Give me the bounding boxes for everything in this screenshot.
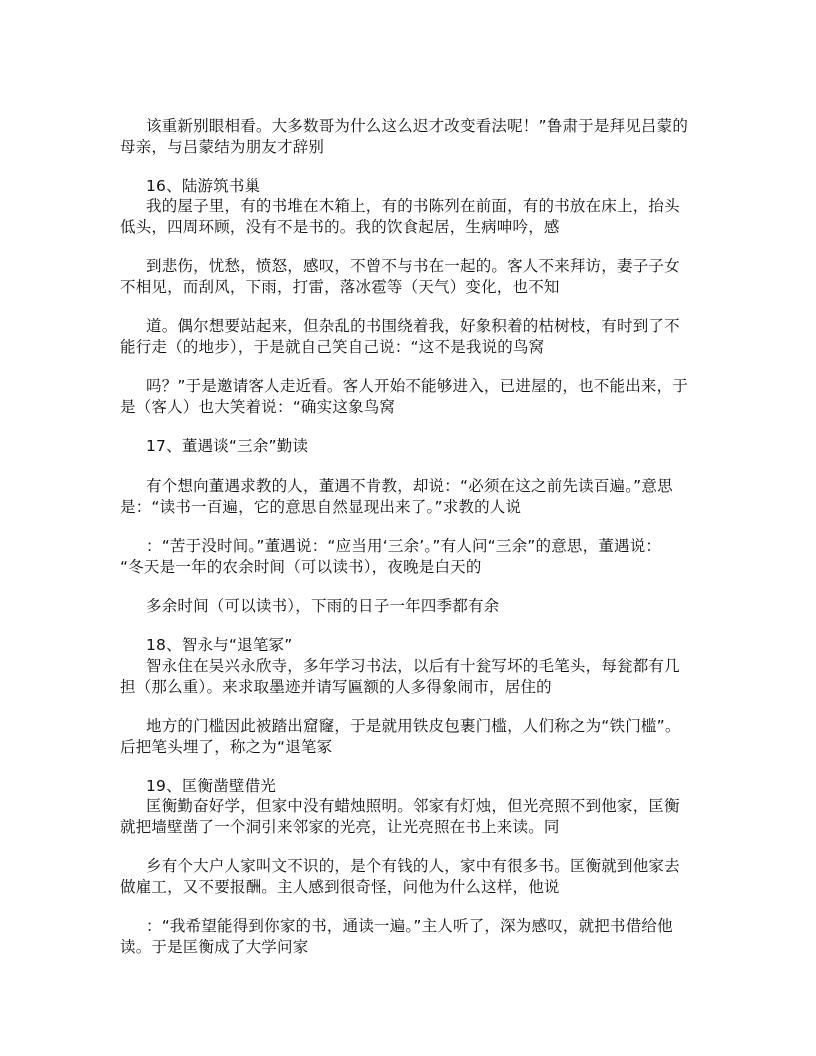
paragraph-line: 该重新别眼相看。大多数哥为什么这么迟才改变看法呢！”鲁肃于是拜见吕蒙的 (146, 117, 689, 135)
paragraph-line: 低头，四周环顾，没有不是书的。我的饮食起居，生病呻吟，感 (120, 218, 560, 236)
section-heading: 17、董遇谈“三余”勤读 (146, 437, 309, 455)
paragraph-line: 乡有个大户人家叫文不识的，是个有钱的人，家中有很多书。匡衡就到他家去 (146, 857, 680, 875)
paragraph-line: 有个想向董遇求教的人，董遇不肯教，却说：“必须在这之前先读百遍。”意思 (146, 477, 673, 495)
paragraph-line: 担（那么重）。来求取墨迹并请写匾额的人多得象闹市，居住的 (120, 678, 552, 696)
paragraph-line: 吗？”于是邀请客人走近看。客人开始不能够进入，已进屋的，也不能出来，于 (146, 377, 689, 395)
paragraph-line: 是：“读书一百遍，它的意思自然显现出来了。”求教的人说 (120, 498, 522, 516)
paragraph-line: 道。偶尔想要站起来，但杂乱的书围绕着我，好象积着的枯树枝，有时到了不 (146, 317, 680, 335)
section-heading: 19、匡衡凿壁借光 (146, 777, 277, 795)
paragraph-line: ：“苦于没时间。”董遇说：“应当用‘三余’。”有人问“三余”的意思，董遇说： (146, 537, 662, 555)
section-heading: 18、智永与“退笔冢” (146, 636, 293, 654)
paragraph-line: 匡衡勤奋好学，但家中没有蜡烛照明。邻家有灯烛，但光亮照不到他家，匡衡 (146, 797, 680, 815)
paragraph-line: 是（客人）也大笑着说：“确实这象鸟窝 (120, 398, 396, 416)
paragraph-line: 就把墙壁凿了一个洞引来邻家的光亮，让光亮照在书上来读。同 (120, 818, 560, 836)
paragraph-line: 母亲，与吕蒙结为朋友才辞别 (120, 138, 325, 156)
paragraph-line: 多余时间（可以读书），下雨的日子一年四季都有余 (146, 597, 500, 615)
paragraph-line: 智永住在吴兴永欣寺，多年学习书法，以后有十瓮写坏的毛笔头，每瓮都有几 (146, 657, 680, 675)
paragraph-line: 到悲伤，忧愁，愤怒，感叹，不曾不与书在一起的。客人不来拜访，妻子子女 (146, 257, 680, 275)
paragraph-line: 地方的门槛因此被踏出窟窿，于是就用铁皮包裹门槛，人们称之为“铁门槛”。 (146, 717, 681, 735)
paragraph-line: 做雇工，又不要报酬。主人感到很奇怪，问他为什么这样，他说 (120, 878, 560, 896)
paragraph-line: 能行走（的地步），于是就自己笑自己说：“这不是我说的鸟窝 (120, 338, 545, 356)
paragraph-line: 读。于是匡衡成了大学问家 (120, 938, 309, 956)
paragraph-line: 不相见，而刮风，下雨，打雷，落冰雹等（天气）变化，也不知 (120, 278, 560, 296)
paragraph-line: ：“我希望能得到你家的书，通读一遍。”主人听了，深为感叹，就把书借给他 (146, 917, 673, 935)
paragraph-line: 后把笔头埋了，称之为“退笔冢 (120, 738, 333, 756)
paragraph-line: “冬天是一年的农余时间（可以读书），夜晚是白天的 (120, 558, 482, 576)
section-heading: 16、陆游筑书巢 (146, 177, 261, 195)
paragraph-line: 我的屋子里，有的书堆在木箱上，有的书陈列在前面，有的书放在床上，抬头 (146, 197, 680, 215)
